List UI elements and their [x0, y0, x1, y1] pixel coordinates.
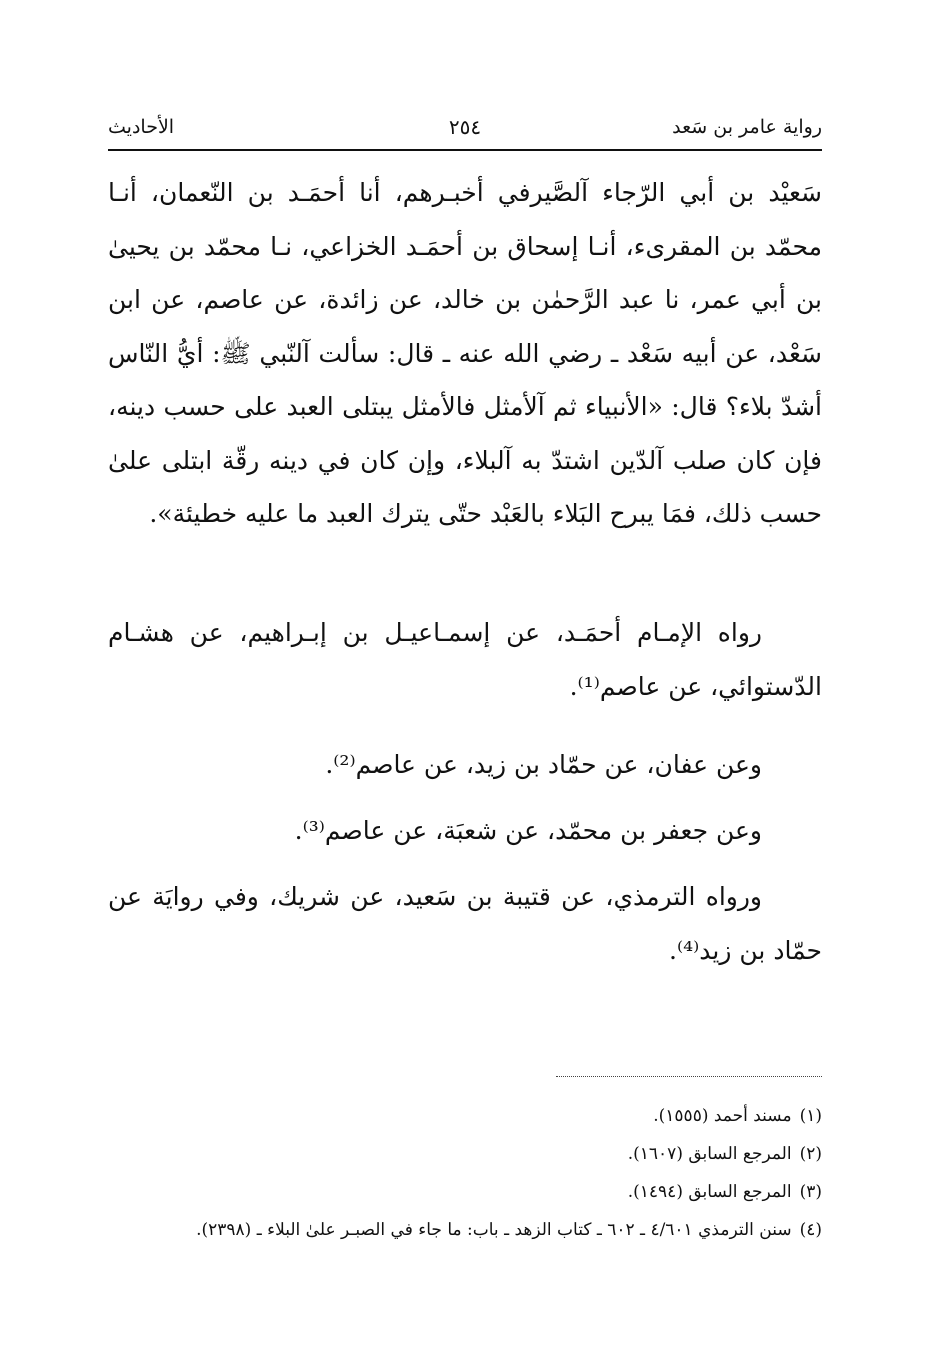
- header-divider: [108, 149, 822, 151]
- footnote-text: المرجع السابق (١٤٩٤).: [627, 1182, 792, 1202]
- narration-paragraph-3: [108, 804, 822, 858]
- footnote-2: [108, 1135, 822, 1173]
- footnote-1: [108, 1097, 822, 1135]
- narration-text-2: وعن عفان، عن حمّاد بن زيد، عن عاصم⁽²⁾.: [325, 750, 762, 779]
- footnote-separator: [556, 1076, 822, 1077]
- footnote-number: (٤): [799, 1220, 822, 1240]
- footnote-number: (٣): [799, 1182, 822, 1202]
- main-hadith-block: [108, 166, 822, 541]
- narration-paragraph-4: [108, 870, 822, 977]
- page-number: ٢٥٤: [448, 115, 482, 139]
- narration-text-1: رواه الإمـام أحمَـد، عن إسمـاعيـل بن إبـراهيم، عن هشـام الدّستوائي، عن عاصم⁽¹⁾.: [108, 618, 822, 701]
- footnote-text: سنن الترمذي ٤/٦٠١ ـ ٦٠٢ ـ كتاب الزهد ـ باب: ما جاء في الصبـر علىٰ البلاء ـ (٢٣٩٨).: [196, 1220, 792, 1240]
- narration-text-4: ورواه الترمذي، عن قتيبة بن سَعيد، عن شريك، وفي روايَة عن حمّاد بن زيد⁽⁴⁾.: [108, 882, 822, 965]
- footnote-number: (١): [799, 1106, 822, 1126]
- footnotes-section: [108, 1097, 822, 1249]
- footnote-text: المرجع السابق (١٦٠٧).: [627, 1144, 792, 1164]
- narration-paragraph-2: [108, 738, 822, 792]
- narration-text-3: وعن جعفر بن محمّد، عن شعبَة، عن عاصم⁽³⁾.: [294, 816, 762, 845]
- section-title: الأحاديث: [108, 116, 175, 138]
- footnote-text: مسند أحمد (١٥٥٥).: [653, 1106, 792, 1126]
- footnote-4: [108, 1211, 822, 1249]
- main-hadith-text: سَعيْد بن أبي الرّجاء آلصَّيرفي أخبـرهم، أنا أحمَـد بن النّعمان، أنـا محمّد بن المقرىء، أنـا إسحاق بن أحمَـد الخزاعي، نـا محمّد بن يحيىٰ بن أبي عمر، نا عبد الرَّحمٰن بن خالد، عن زائدة، عن عاصم، عن ابن سَعْد، عن أبيه سَعْد ـ رضي الله عنه ـ قال: سألت آلنّبي ﷺ: أيُّ النّاس أشدّ بلاء؟ قال: «الأنبياء ثم آلأمثل فالأمثل يبتلى العبد على حسب دينه، فإن كان صلب آلدّين اشتدّ به آلبلاء، وإن كان في دينه رقّة ابتلى علىٰ حسب ذلك، فمَا يبرح البَلاء بالعَبْد حتّى يترك العبد ما عليه خطيئة».: [108, 178, 822, 528]
- narration-paragraph-1: [108, 606, 822, 713]
- running-header: [108, 112, 822, 152]
- footnote-number: (٢): [799, 1144, 822, 1164]
- footnote-3: [108, 1173, 822, 1211]
- book-title: رواية عامر بن سَعد: [672, 116, 822, 138]
